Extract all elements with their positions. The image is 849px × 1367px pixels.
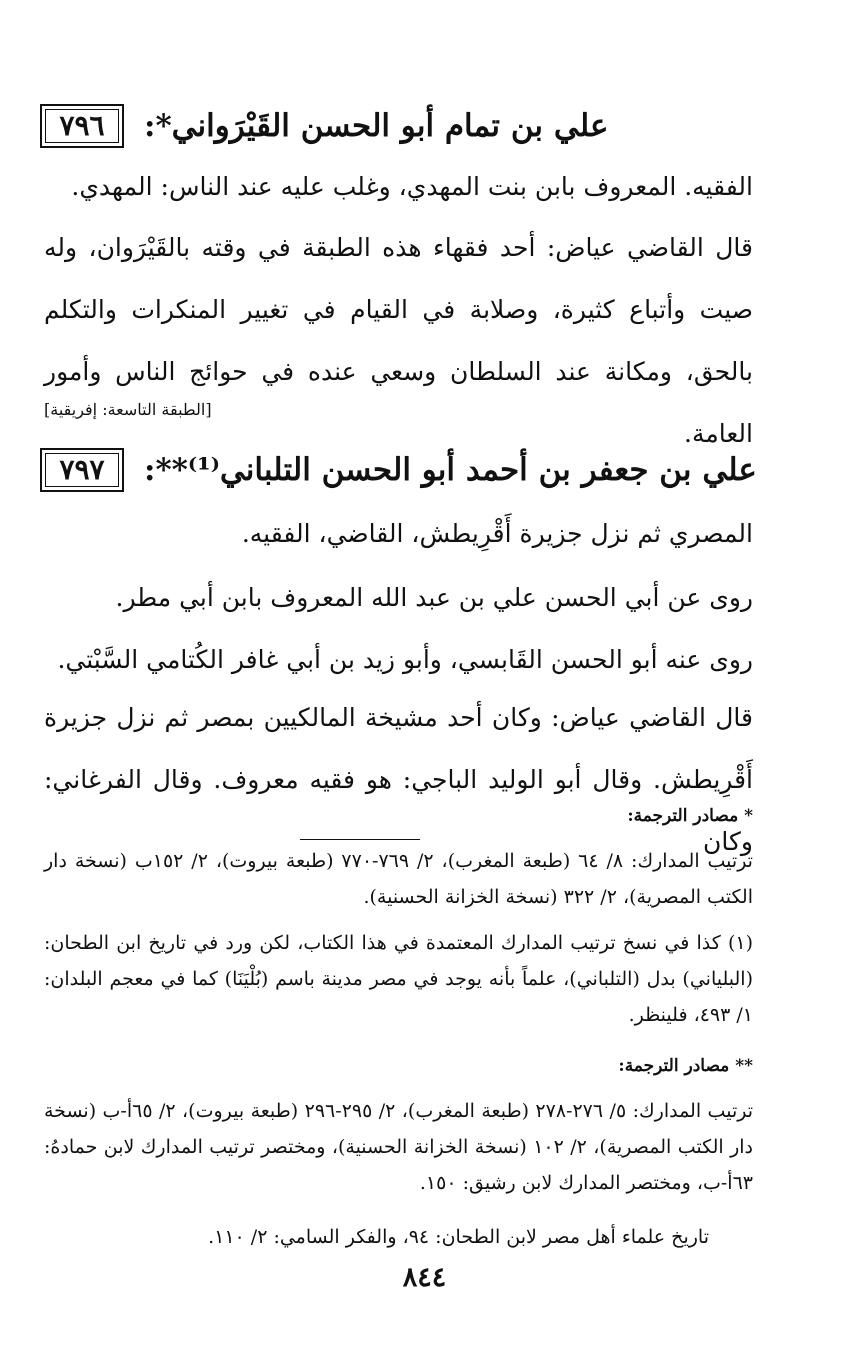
footnote-sources-label: ** مصادر الترجمة:: [618, 1056, 753, 1076]
entry-797-line: روى عن أبي الحسن علي بن عبد الله المعروف بابن أبي مطر.: [115, 583, 753, 612]
entry-title: علي بن تمام أبو الحسن القَيْرَواني*:: [144, 108, 609, 144]
entry-797-line: المصري ثم نزل جزيرة أَقْرِيطش، القاضي، الفقيه.: [241, 519, 753, 548]
section-note: [الطبقة التاسعة: إفريقية]: [44, 400, 212, 419]
entry-796-paragraph: قال القاضي عياض: أحد فقهاء هذه الطبقة في وقته بالقَيْرَوان، وله صيت وأتباع كثيرة، وصلابة في القيام في تغيير المنكرات والتكلم بالحق، ومكانة عند السلطان وسعي عنده في حوائج الناس وأمور العامة.: [44, 233, 753, 448]
entry-title: علي بن جعفر بن أحمد أبو الحسن التلباني⁽¹⁾**:: [144, 452, 757, 488]
entry-number-box: ٧٩٧: [40, 448, 124, 492]
footnote-sources-label: * مصادر الترجمة:: [627, 806, 753, 826]
footnote-note: (١) كذا في نسخ ترتيب المدارك المعتمدة في هذا الكتاب، لكن ورد في تاريخ ابن الطحان: (البلياني) بدل (التلباني)، علماً بأنه يوجد في مصر مدينة باسم (بُلْيَنَا) كما في معجم البلدان: ١/ ٤٩٣، فلينظر.: [44, 932, 753, 1026]
entry-797-heading: [40, 448, 757, 492]
footnote-sources-text: ترتيب المدارك: ٨/ ٦٤ (طبعة المغرب)، ٢/ ٧٦٩-٧٧٠ (طبعة بيروت)، ٢/ ١٥٢ب (نسخة دار الكتب المصرية)، ٢/ ٣٢٢ (نسخة الخزانة الحسنية).: [44, 850, 753, 908]
entry-796-heading: [40, 104, 753, 148]
entry-number-box: ٧٩٦: [40, 104, 124, 148]
entry-797-line: روى عنه أبو الحسن القَابسي، وأبو زيد بن أبي غافر الكُتامي السَّبْتي.: [57, 645, 753, 674]
entry-796-line: الفقيه. المعروف بابن بنت المهدي، وغلب عليه عند الناس: المهدي.: [71, 172, 753, 201]
footnote-sources-extra: تاريخ علماء أهل مصر لابن الطحان: ٩٤، والفكر السامي: ٢/ ١١٠.: [208, 1226, 709, 1248]
entry-797-paragraph: قال القاضي عياض: وكان أحد مشيخة المالكيين بمصر ثم نزل جزيرة أَقْرِيطش. وقال أبو الوليد الباجي: هو فقيه معروف. وقال الفرغاني: وكان: [44, 703, 753, 856]
footnote-separator: [300, 839, 420, 840]
page-number: ٨٤٤: [402, 1262, 447, 1293]
footnote-sources-text: ترتيب المدارك: ٥/ ٢٧٦-٢٧٨ (طبعة المغرب)، ٢/ ٢٩٥-٢٩٦ (طبعة بيروت)، ٢/ ٦٥أ-ب (نسخة دار الكتب المصرية)، ٢/ ١٠٢ (نسخة الخزانة الحسنية)، ومختصر ترتيب المدارك لابن حمادهُ: ٦٣أ-ب، ومختصر المدارك لابن رشيق: ١٥٠.: [44, 1100, 754, 1194]
